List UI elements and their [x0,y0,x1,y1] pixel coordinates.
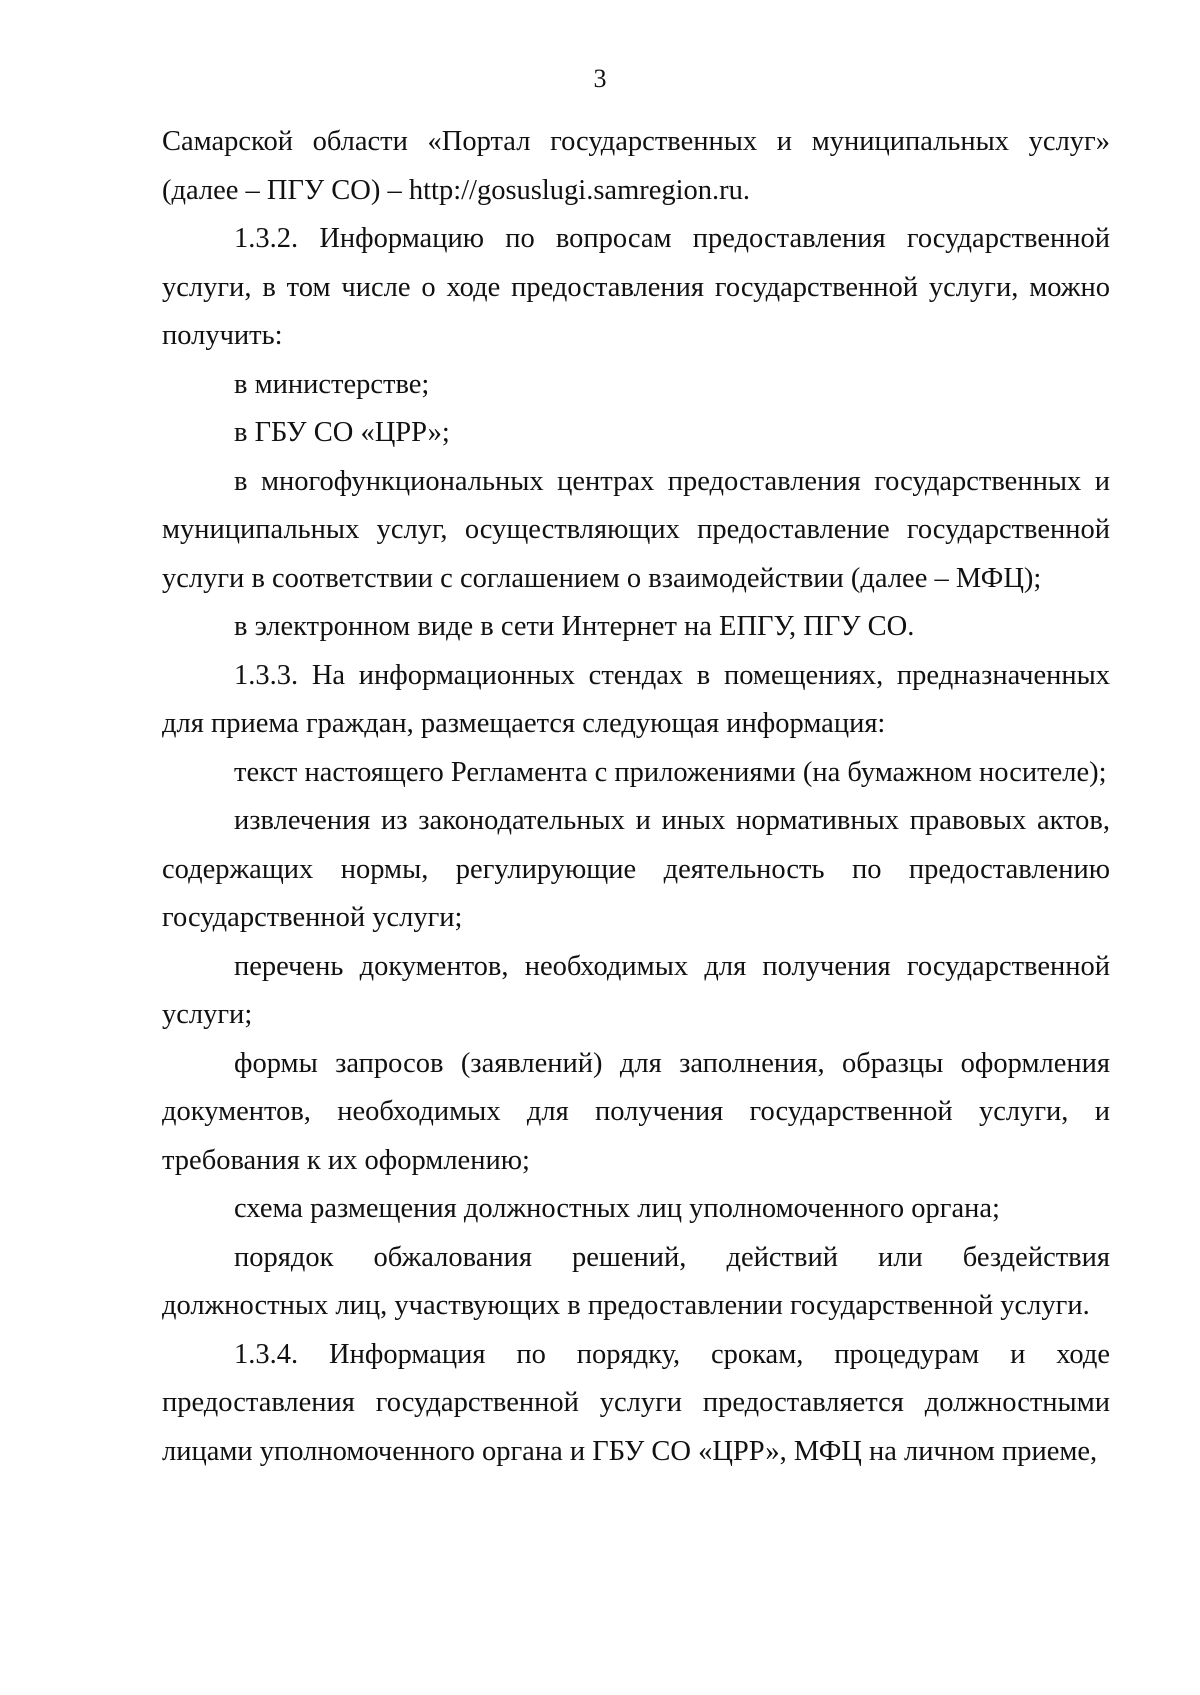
list-item-ministry: в министерстве; [234,368,430,400]
paragraph-1-3-3: 1.3.3. На информационных стендах в помещениях, предназначенных для приема граждан, размещается следующая информация: [162,659,1110,739]
list-item-document-list: перечень документов, необходимых для получения государственной услуги; [162,950,1110,1030]
list-item-mfc: в многофункциональных центрах предоставления государственных и муниципальных услуг, осуществляющих предоставление государственной услуги в соответствии с соглашением о взаимодействии (далее – МФЦ); [162,465,1110,594]
list-item-regulation-text: текст настоящего Регламента с приложениями (на бумажном носителе); [234,756,1107,788]
list-item-legal-extracts: извлечения из законодательных и иных нормативных правовых актов, содержащих нормы, регулирующие деятельность по предоставлению государственной услуги; [162,805,1110,933]
list-item-officials-layout: схема размещения должностных лиц уполномоченного органа; [234,1193,1000,1224]
document-body [162,118,1110,1476]
list-item-appeal-procedure: порядок обжалования решений, действий или бездействия должностных лиц, участвующих в предоставлении государственной услуги. [162,1241,1110,1321]
paragraph-portal-continuation: Самарской области «Портал государственных и муниципальных услуг» (далее – ПГУ СО) – http://gosuslugi.samregion.ru. [162,126,1110,206]
paragraph-1-3-4: 1.3.4. Информация по порядку, срокам, процедурам и ходе предоставления государственной услуги предоставляется должностными лицами уполномоченного органа и ГБУ СО «ЦРР», МФЦ на личном приеме, [162,1338,1110,1467]
list-item-request-forms: формы запросов (заявлений) для заполнения, образцы оформления документов, необходимых для получения государственной услуги, и требования к их оформлению; [162,1047,1110,1176]
page-number: 3 [593,64,607,93]
list-item-electronic: в электронном виде в сети Интернет на ЕПГУ, ПГУ СО. [234,611,915,642]
list-item-gbu-crr: в ГБУ СО «ЦРР»; [234,417,450,448]
paragraph-1-3-2: 1.3.2. Информацию по вопросам предоставления государственной услуги, в том числе о ходе предоставления государственной услуги, можно получить: [162,223,1110,351]
